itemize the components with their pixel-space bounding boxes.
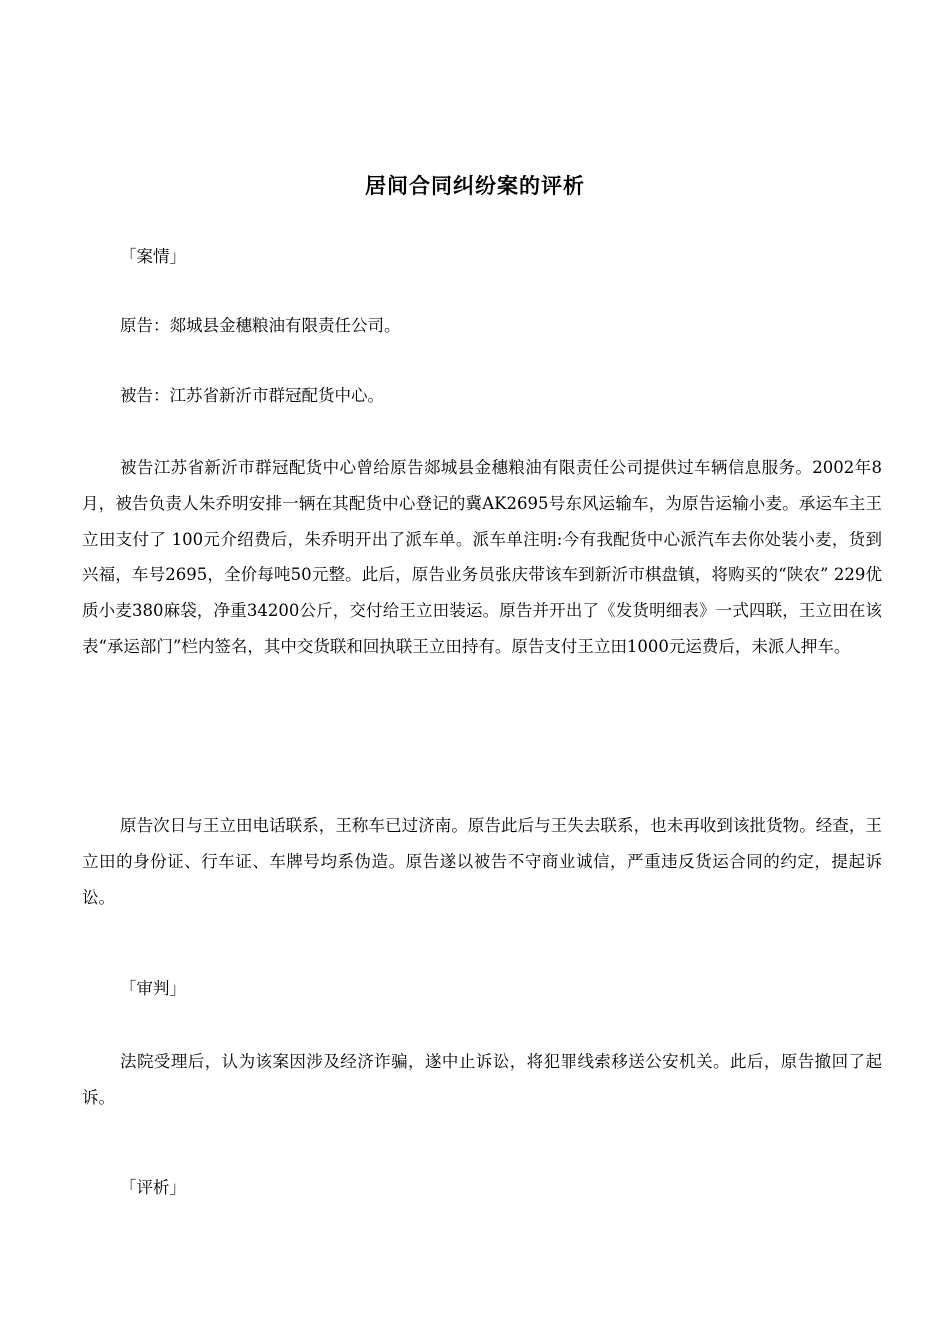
defendant-line: 被告：江苏省新沂市群冠配货中心。 bbox=[120, 386, 384, 405]
section-heading-analysis: 「评析」 bbox=[120, 1178, 186, 1197]
section-heading-trial: 「审判」 bbox=[120, 979, 186, 998]
trial-paragraph: 法院受理后，认为该案因涉及经济诈骗，遂中止诉讼，将犯罪线索移送公安机关。此后，原告撤回了起诉。 bbox=[82, 1052, 882, 1107]
plaintiff-line: 原告：郯城县金穗粮油有限责任公司。 bbox=[120, 316, 401, 335]
facts-paragraph: 被告江苏省新沂市群冠配货中心曾给原告郯城县金穗粮油有限责任公司提供过车辆信息服务。2002年8月，被告负责人朱乔明安排一辆在其配货中心登记的冀AK2695号东风运输车，为原告运输小麦。承运车主王立田支付了 100元介绍费后，朱乔明开出了派车单。派车单注明:今有我配货中心派汽车去你处装小麦，货到兴福，车号2695，全价每吨50元整。此后，原告业务员张庆带该车到新沂市棋盘镇，将购买的“陕农” 229优质小麦380麻袋，净重34200公斤，交付给王立田装运。原告并开出了《发货明细表》一式四联，王立田在该表“承运部门”栏内签名，其中交货联和回执联王立田持有。原告支付王立田1000元运费后，未派人押车。 bbox=[82, 458, 882, 656]
after-paragraph-block bbox=[82, 808, 882, 915]
after-paragraph: 原告次日与王立田电话联系，王称车已过济南。原告此后与王失去联系，也未再收到该批货物。经查，王立田的身份证、行车证、车牌号均系伪造。原告遂以被告不守商业诚信，严重违反货运合同的约定，提起诉讼。 bbox=[82, 816, 882, 907]
section-heading-case: 「案情」 bbox=[120, 247, 186, 266]
facts-paragraph-block bbox=[82, 450, 882, 665]
trial-paragraph-block bbox=[82, 1044, 882, 1116]
document-title: 居间合同纠纷案的评析 bbox=[365, 173, 585, 198]
